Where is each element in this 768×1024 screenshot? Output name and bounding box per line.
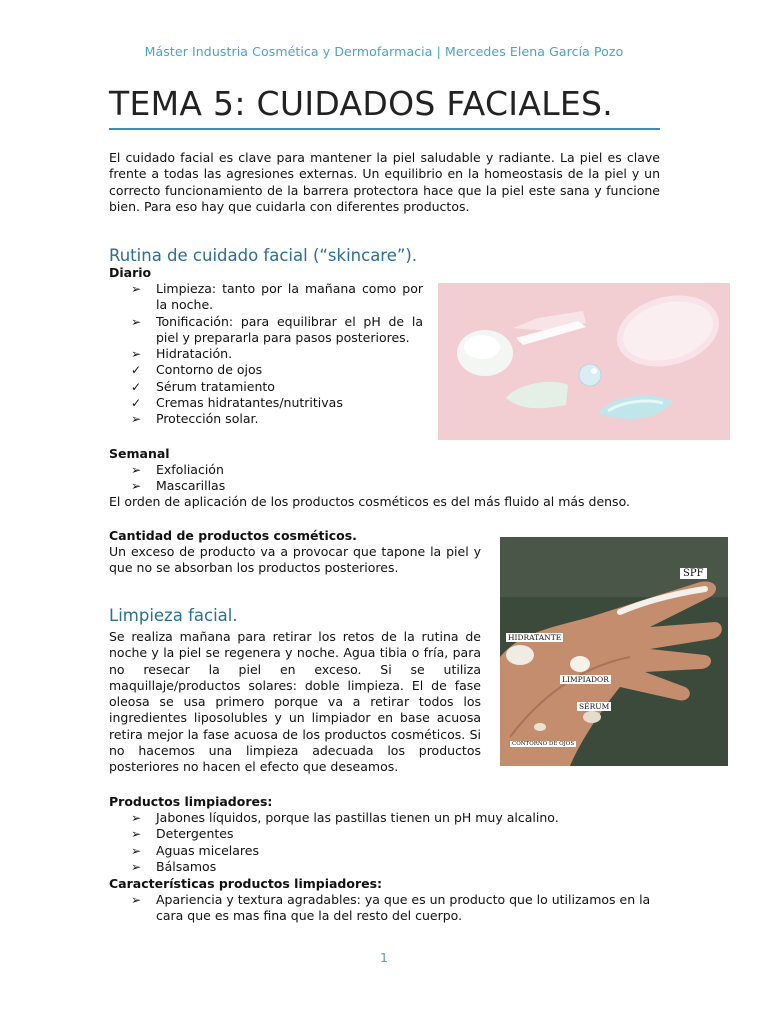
list-marker: ➢ — [131, 811, 142, 825]
label-spf: SPF — [680, 568, 707, 579]
list-item: ➢ Tonificación: para equilibrar el pH de la piel y prepararla para pasos posteriores. — [131, 313, 423, 345]
list-marker: ➢ — [131, 479, 142, 494]
list-item: ➢ Exfoliación — [131, 462, 224, 477]
hand-products-image — [500, 537, 728, 766]
list-item: ✓ Sérum tratamiento — [131, 378, 275, 394]
intro-paragraph: El cuidado facial es clave para mantener la piel saludable y radiante. La piel es clave frente a todas las agresiones externas. Un equilibrio en la homeostasis de la piel y un correcto funcionamiento de la barrera protectora hace que la piel este sana y funcione bien. Para eso hay que cuidarla con diferentes productos. — [109, 150, 660, 214]
list-item: ➢ Jabones líquidos, porque las pastillas tienen un pH muy alcalino. — [131, 810, 559, 825]
features-label: Características productos limpiadores: — [109, 876, 383, 891]
list-marker: ➢ — [131, 893, 142, 907]
quantity-paragraph: Un exceso de producto va a provocar que tapone la piel y que no se absorban los productos posteriores. — [109, 544, 481, 576]
list-marker: ➢ — [131, 463, 142, 477]
list-item: ✓ Cremas hidratantes/nutritivas — [131, 395, 343, 411]
page-number: 1 — [380, 950, 388, 965]
list-marker: ➢ — [131, 843, 142, 858]
list-item: ➢ Aguas micelares — [131, 842, 259, 858]
cleansers-label: Productos limpiadores: — [109, 794, 273, 809]
list-marker: ➢ — [131, 827, 142, 842]
list-marker: ➢ — [131, 314, 142, 329]
daily-label: Diario — [109, 265, 152, 280]
order-paragraph: El orden de aplicación de los productos cosméticos es del más fluido al más denso. — [109, 494, 630, 509]
list-marker: ➢ — [131, 412, 142, 427]
running-header: Máster Industria Cosmética y Dermofarmacia | Mercedes Elena García Pozo — [144, 44, 624, 59]
weekly-list — [131, 462, 423, 495]
list-marker: ➢ — [131, 859, 142, 874]
weekly-label: Semanal — [109, 446, 170, 461]
check-icon: ✓ — [131, 379, 142, 394]
label-contorno: CONTORNO DE OJOS — [512, 741, 575, 747]
list-item: ➢ Apariencia y textura agradables: ya que es un producto que lo utilizamos en la cara que es mas fina que la del resto del cuerpo. — [131, 892, 651, 924]
label-hidratante: HIDRATANTE — [508, 633, 562, 642]
check-icon: ✓ — [131, 363, 142, 378]
cleansing-paragraph: Se realiza mañana para retirar los retos de la rutina de noche y la piel se regenera y noche. Agua tibia o fría, para no resecar la piel en exceso. Si se utiliza maquillaje/productos solares: doble limpieza. El de fase oleosa se usa primero porque va a retirar todos los ingredientes liposolubles y un limpiador en base acuosa retira mejor la fase acuosa de los productos cosméticos. Si no hacemos una limpieza adecuada los productos posteriores no hacen el efecto que deseamos. — [109, 629, 481, 775]
list-item: ✓ Contorno de ojos — [131, 362, 263, 378]
title-rule — [109, 128, 660, 130]
label-limpiador: LIMPIADOR — [562, 675, 609, 684]
list-item: ➢ Mascarillas — [131, 478, 226, 494]
list-item: ➢ Limpieza: tanto por la mañana como por la noche. — [131, 281, 423, 313]
list-item: ➢ Hidratación. — [131, 346, 233, 362]
list-marker: ➢ — [131, 347, 142, 362]
features-list — [131, 892, 661, 925]
quantity-label: Cantidad de productos cosméticos. — [109, 528, 357, 543]
section-heading-cleansing: Limpieza facial. — [109, 606, 238, 625]
daily-list — [131, 281, 423, 428]
list-marker: ➢ — [131, 282, 142, 296]
cleansers-list — [131, 810, 671, 875]
list-item: ➢ Bálsamos — [131, 858, 217, 874]
list-item: ➢ Protección solar. — [131, 411, 259, 427]
list-item: ➢ Detergentes — [131, 826, 234, 842]
label-serum: SÉRUM — [579, 702, 610, 711]
page-title: TEMA 5: CUIDADOS FACIALES. — [109, 84, 614, 123]
section-heading-skincare: Rutina de cuidado facial (“skincare”). — [109, 246, 418, 265]
product-textures-image — [438, 283, 730, 440]
check-icon: ✓ — [131, 396, 142, 411]
